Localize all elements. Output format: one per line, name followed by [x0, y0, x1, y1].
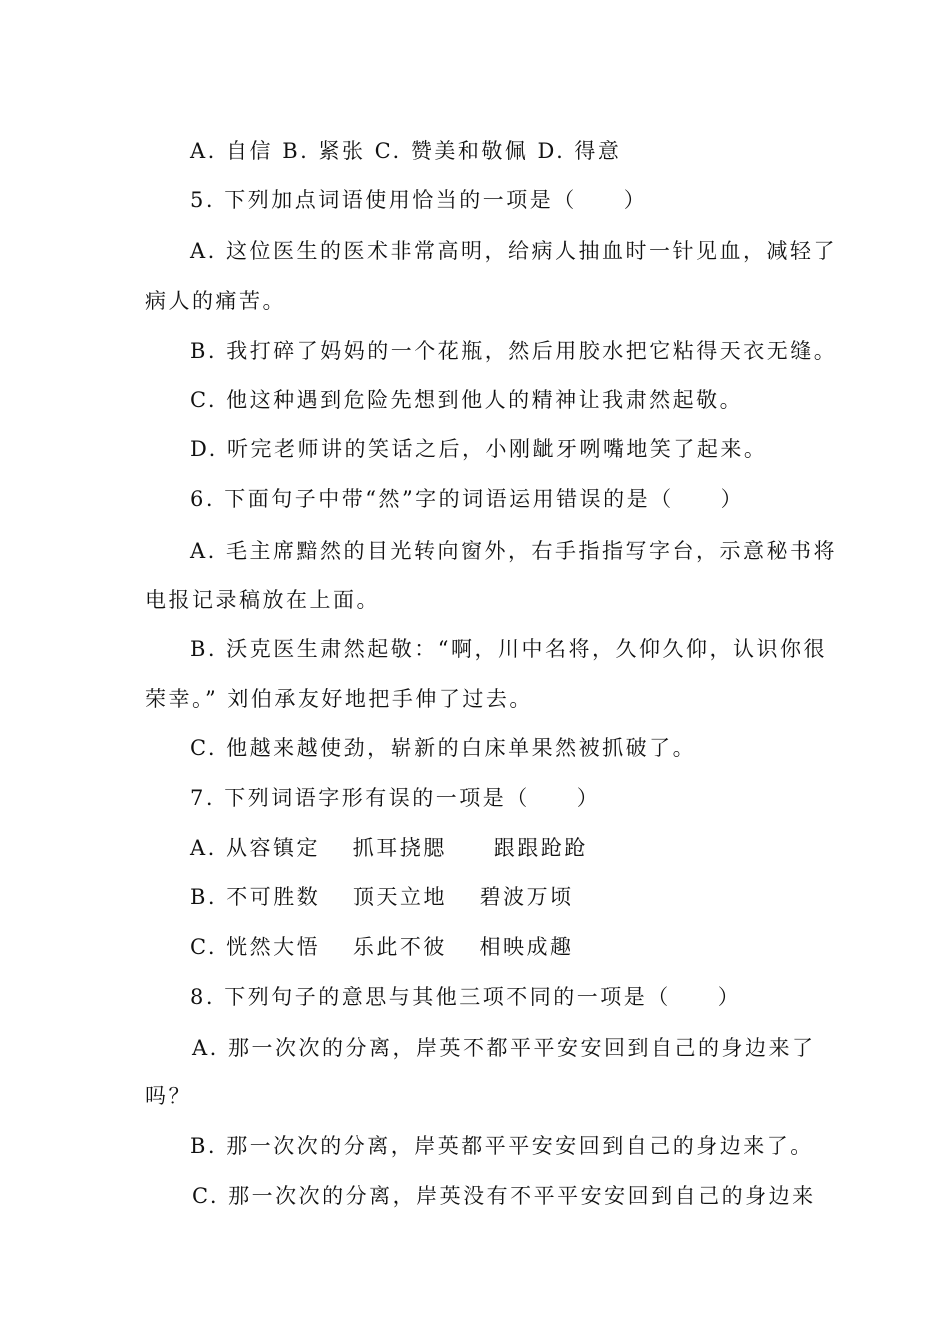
q5-question: 5. 下列加点词语使用恰当的一项是（ ）	[190, 188, 648, 212]
q6-question: 6. 下面句子中带“然”字的词语运用错误的是（ ）	[190, 487, 745, 511]
q6-option-a-cont: 电报记录稿放在上面。	[145, 588, 380, 612]
q5-option-c: C. 他这种遇到危险先想到他人的精神让我肃然起敬。	[190, 388, 744, 412]
q8-option-a-cont: 吗？	[145, 1084, 192, 1108]
q4-options: A. 自信 B. 紧张 C. 赞美和敬佩 D. 得意	[190, 139, 622, 163]
q5-option-d: D. 听完老师讲的笑话之后，小刚龇牙咧嘴地笑了起来。	[190, 437, 768, 461]
q8-option-c: C. 那一次次的分离，岸英没有不平平安安回到自己的身边来	[192, 1184, 816, 1208]
q8-question: 8. 下列句子的意思与其他三项不同的一项是（ ）	[190, 985, 742, 1009]
q7-option-a: A. 从容镇定 抓耳挠腮 跟跟跄跄	[190, 836, 588, 860]
q5-option-a: A. 这位医生的医术非常高明，给病人抽血时一针见血，减轻了	[190, 239, 838, 263]
q7-option-c: C. 恍然大悟 乐此不彼 相映成趣	[190, 935, 574, 959]
q6-option-a: A. 毛主席黯然的目光转向窗外，右手指指写字台，示意秘书将	[190, 539, 838, 563]
q5-option-b: B. 我打碎了妈妈的一个花瓶，然后用胶水把它粘得天衣无缝。	[190, 339, 838, 363]
q7-option-b: B. 不可胜数 顶天立地 碧波万顷	[190, 885, 574, 909]
q6-option-c: C. 他越来越使劲，崭新的白床单果然被抓破了。	[190, 736, 697, 760]
q6-option-b-cont: 荣幸。” 刘伯承友好地把手伸了过去。	[145, 687, 533, 711]
q5-option-a-cont: 病人的痛苦。	[145, 289, 286, 313]
q6-option-b: B. 沃克医生肃然起敬：“啊，川中名将，久仰久仰，认识你很	[190, 637, 828, 661]
q8-option-a: A. 那一次次的分离，岸英不都平平安安回到自己的身边来了	[192, 1036, 816, 1060]
q7-question: 7. 下列词语字形有误的一项是（ ）	[190, 786, 601, 810]
q8-option-b: B. 那一次次的分离，岸英都平平安安回到自己的身边来了。	[190, 1134, 814, 1158]
